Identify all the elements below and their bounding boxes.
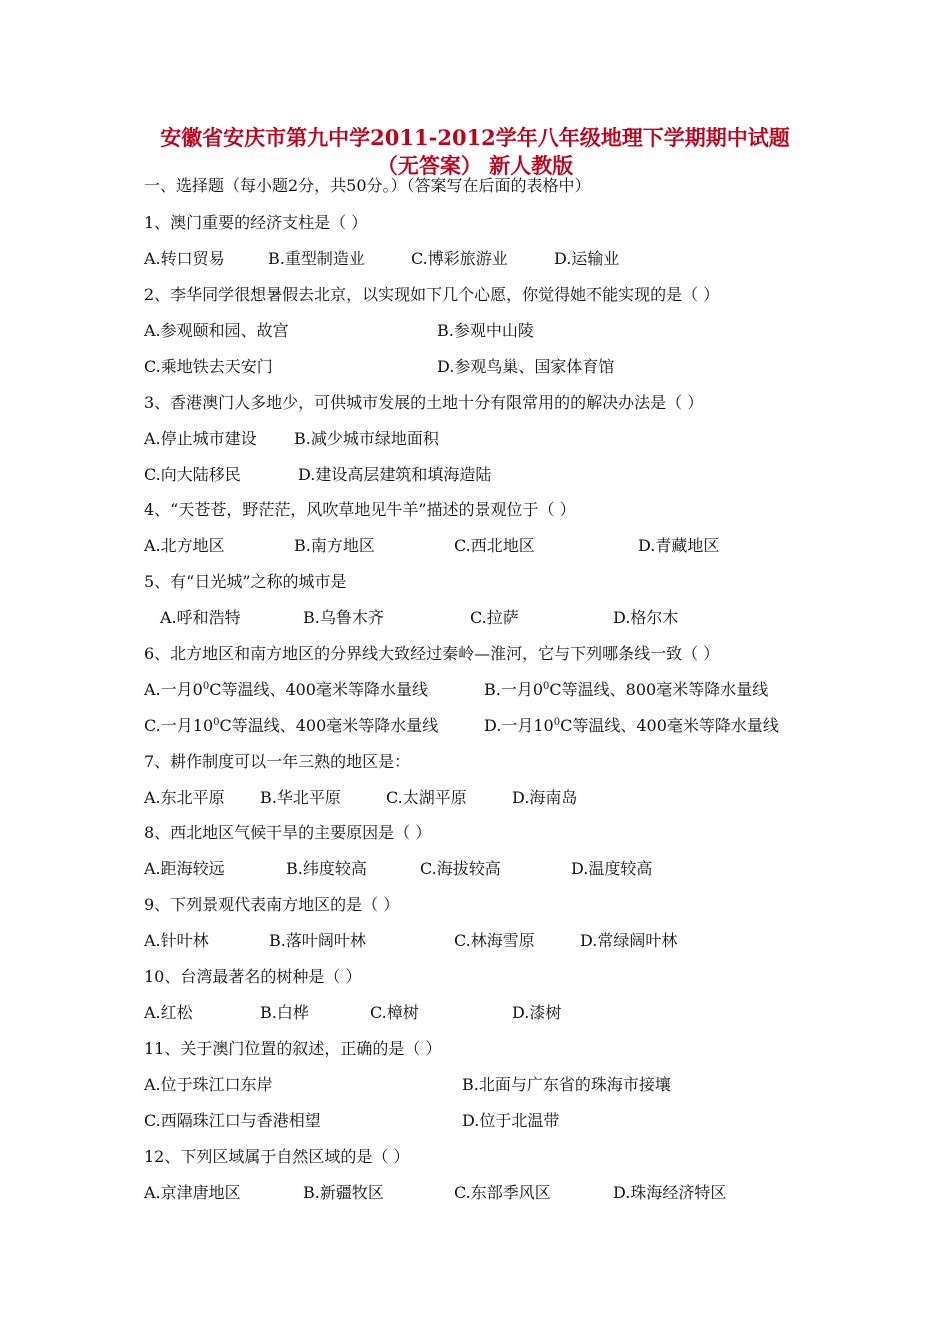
question-12-option-a: A.京津唐地区 (144, 1183, 241, 1202)
question-5-option-b: B.乌鲁木齐 (303, 608, 384, 627)
option-text: B.一月0 (484, 680, 544, 699)
question-1-option-b: B.重型制造业 (268, 249, 365, 268)
degree-superscript: 0 (213, 717, 220, 728)
option-text: C等温线、400毫米等降水量线 (209, 680, 428, 699)
section-heading: 一、选择题（每小题2分，共50分。）（答案写在后面的表格中） (144, 176, 591, 195)
document-title-line2: （无答案） 新人教版 (376, 153, 574, 178)
question-11-option-d: D.位于北温带 (462, 1111, 560, 1130)
question-10-option-d: D.漆树 (512, 1003, 562, 1022)
question-7-option-b: B.华北平原 (260, 788, 341, 807)
question-6-option-c (144, 716, 438, 736)
question-10-option-b: B.白桦 (260, 1003, 309, 1022)
question-4-option-b: B.南方地区 (294, 536, 375, 555)
option-text: C等温线、400毫米等降水量线 (560, 716, 779, 735)
question-6-option-d (484, 716, 779, 736)
question-1-option-c: C.博彩旅游业 (411, 249, 508, 268)
question-12-option-b: B.新疆牧区 (303, 1183, 384, 1202)
degree-superscript: 0 (553, 717, 561, 728)
question-8-option-a: A.距海较远 (144, 859, 225, 878)
question-12-option-c: C.东部季风区 (454, 1183, 551, 1202)
question-9-option-b: B.落叶阔叶林 (269, 931, 366, 950)
question-9-option-d: D.常绿阔叶林 (580, 931, 678, 950)
question-4-option-a: A.北方地区 (144, 536, 225, 555)
question-2-option-c: C.乘地铁去天安门 (144, 357, 273, 376)
question-6-option-b (484, 680, 768, 700)
question-2-option-d: D.参观鸟巢、国家体育馆 (437, 357, 615, 376)
question-10-option-c: C.樟树 (370, 1003, 419, 1022)
question-11-option-b: B.北面与广东省的珠海市接壤 (462, 1075, 671, 1094)
question-3-stem: 3、香港澳门人多地少，可供城市发展的土地十分有限常用的的解决办法是（ ） (144, 393, 704, 412)
question-7-option-c: C.太湖平原 (386, 788, 467, 807)
question-2-option-a: A.参观颐和园、故宫 (144, 321, 289, 340)
question-3-option-c: C.向大陆移民 (144, 465, 241, 484)
document-title-line1: 安徽省安庆市第九中学2011-2012学年八年级地理下学期期中试题 (160, 125, 790, 150)
question-8-stem: 8、西北地区气候干旱的主要原因是（ ） (144, 823, 432, 842)
question-3-option-a: A.停止城市建设 (144, 429, 257, 448)
question-6-option-a (144, 680, 428, 700)
degree-superscript: 0 (202, 681, 210, 692)
question-1-option-a: A.转口贸易 (144, 249, 225, 268)
question-5-stem: 5、有“日光城”之称的城市是 (144, 572, 347, 591)
option-text: C.一月10 (144, 716, 214, 735)
question-10-option-a: A.红松 (144, 1003, 193, 1022)
question-2-stem: 2、李华同学很想暑假去北京，以实现如下几个心愿，你觉得她不能实现的是（ ） (144, 285, 720, 304)
question-4-option-d: D.青藏地区 (638, 536, 720, 555)
question-2-option-b: B.参观中山陵 (437, 321, 534, 340)
question-5-option-a: A.呼和浩特 (160, 608, 241, 627)
question-11-stem: 11、关于澳门位置的叙述，正确的是（ ） (144, 1039, 442, 1058)
question-11-option-a: A.位于珠江口东岸 (144, 1075, 273, 1094)
question-3-option-b: B.减少城市绿地面积 (294, 429, 439, 448)
question-8-option-d: D.温度较高 (571, 859, 653, 878)
question-1-option-d: D.运输业 (554, 249, 620, 268)
question-9-stem: 9、下列景观代表南方地区的是（ ） (144, 895, 400, 914)
option-text: C等温线、800毫米等降水量线 (549, 680, 769, 699)
question-5-option-d: D.格尔木 (613, 608, 679, 627)
option-text: C等温线、400毫米等降水量线 (219, 716, 439, 735)
question-3-option-d: D.建设高层建筑和填海造陆 (298, 465, 492, 484)
question-1-stem: 1、澳门重要的经济支柱是（ ） (144, 213, 368, 232)
question-12-option-d: D.珠海经济特区 (613, 1183, 727, 1202)
question-4-stem: 4、“天苍苍，野茫茫，风吹草地见牛羊”描述的景观位于（ ） (144, 500, 576, 519)
question-6-stem: 6、北方地区和南方地区的分界线大致经过秦岭—淮河，它与下列哪条线一致（ ） (144, 644, 720, 663)
question-5-option-c: C.拉萨 (470, 608, 519, 627)
option-text: D.一月10 (484, 716, 554, 735)
question-12-stem: 12、下列区域属于自然区域的是（ ） (144, 1147, 410, 1166)
question-9-option-c: C.林海雪原 (454, 931, 535, 950)
question-4-option-c: C.西北地区 (454, 536, 535, 555)
question-10-stem: 10、台湾最著名的树种是（ ） (144, 967, 362, 986)
question-7-option-d: D.海南岛 (512, 788, 578, 807)
question-11-option-c: C.西隔珠江口与香港相望 (144, 1111, 321, 1130)
question-8-option-b: B.纬度较高 (286, 859, 367, 878)
question-8-option-c: C.海拔较高 (420, 859, 501, 878)
question-9-option-a: A.针叶林 (144, 931, 209, 950)
option-text: A.一月0 (144, 680, 203, 699)
question-7-stem: 7、耕作制度可以一年三熟的地区是： (144, 752, 411, 771)
question-7-option-a: A.东北平原 (144, 788, 225, 807)
degree-superscript: 0 (543, 681, 550, 692)
